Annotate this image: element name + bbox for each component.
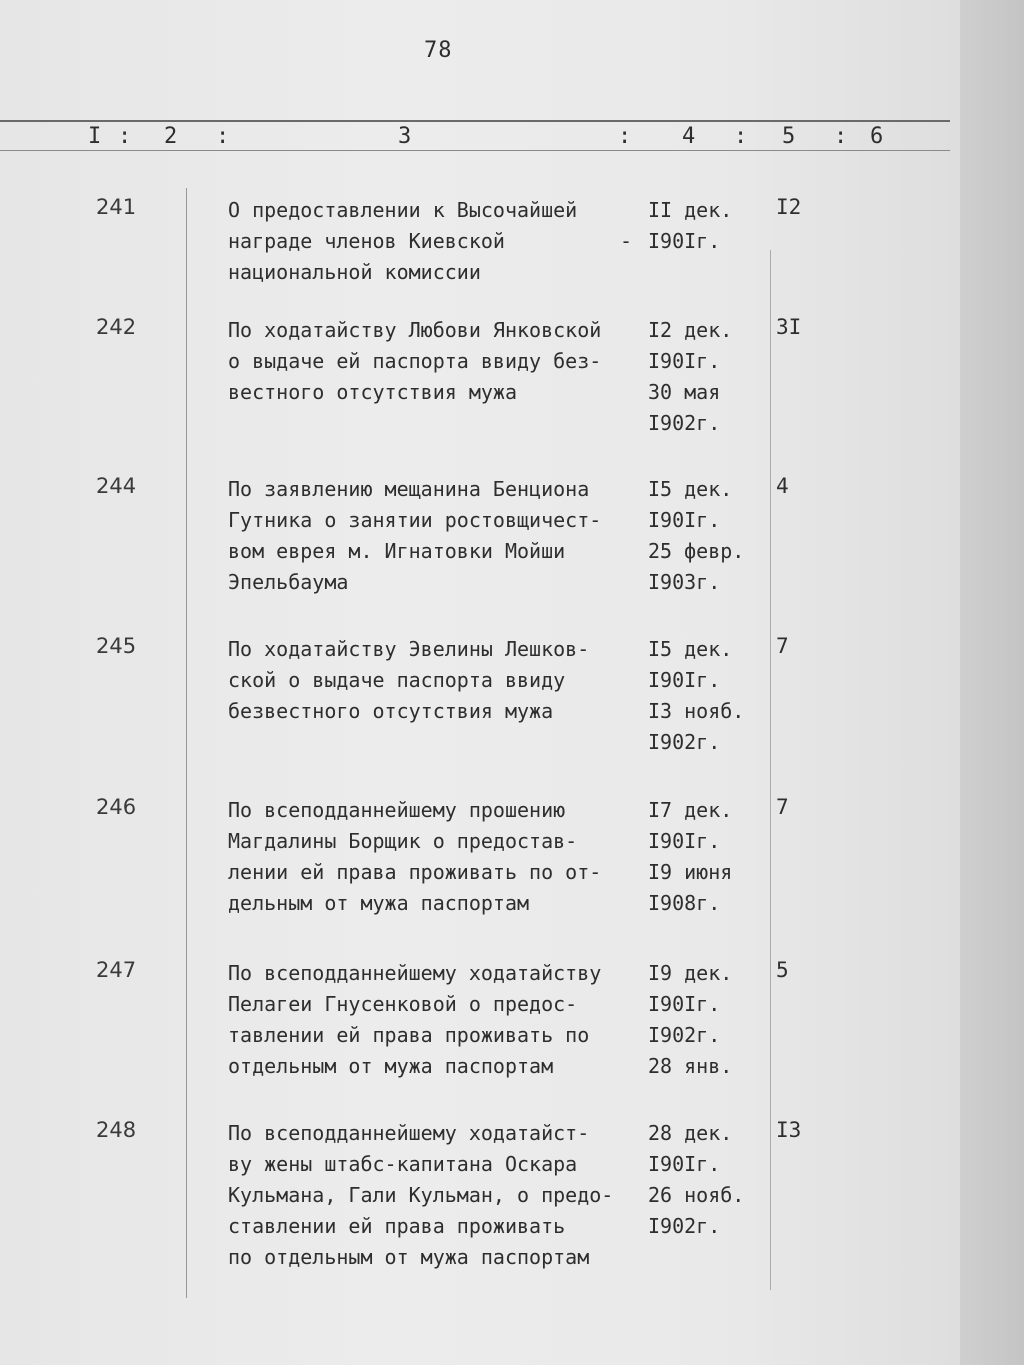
description-line: По всеподданнейшему ходатайст- [228, 1121, 590, 1145]
description-line: О предоставлении к Высочайшей [228, 198, 578, 222]
date-line: I90Iг. [648, 992, 721, 1016]
date-line: I90Iг. [648, 829, 721, 853]
column-divider [770, 250, 771, 1290]
entry-description [228, 795, 601, 919]
column-number-2: 2 [164, 124, 178, 149]
date-line: I902г. [648, 1214, 721, 1238]
entry-dates [648, 795, 732, 919]
column-separator: : [734, 124, 748, 149]
date-line: I902г. [648, 730, 721, 754]
description-line: Кульмана, Гали Кульман, о предо- [228, 1183, 614, 1207]
entry-number: 248 [96, 1118, 137, 1142]
description-line: по отдельным от мужа паспортам [228, 1245, 590, 1269]
dash-mark: - [620, 229, 633, 253]
sheet-count: I3 [776, 1118, 802, 1142]
column-divider [186, 188, 187, 1298]
column-number-6: 6 [870, 124, 884, 149]
date-line: I90Iг. [648, 1152, 721, 1176]
description-line: о выдаче ей паспорта ввиду без- [228, 349, 602, 373]
description-line: По заявлению мещанина Бенциона [228, 477, 590, 501]
entry-number: 242 [96, 315, 137, 339]
date-line: 28 янв. [648, 1054, 733, 1078]
date-line: I90Iг. [648, 349, 721, 373]
description-line: вестного отсутствия мужа [228, 380, 517, 404]
entry-description [228, 1118, 613, 1273]
description-line: По всеподданнейшему прошению [228, 798, 566, 822]
date-line: I7 дек. [648, 798, 733, 822]
entry-dates [648, 634, 744, 758]
page-edge-shadow [960, 0, 1024, 1365]
entry-number: 247 [96, 958, 137, 982]
column-separator: : [618, 124, 632, 149]
description-line: По ходатайству Эвелины Лешков- [228, 637, 590, 661]
header-top-rule [0, 120, 950, 122]
description-line: отдельным от мужа паспортам [228, 1054, 554, 1078]
date-line: I902г. [648, 1023, 721, 1047]
entry-number: 244 [96, 474, 137, 498]
column-separator: : [216, 124, 230, 149]
date-line: I5 дек. [648, 637, 733, 661]
header-bottom-rule [0, 150, 950, 151]
description-line: дельным от мужа паспортам [228, 891, 530, 915]
date-line: 26 нояб. [648, 1183, 745, 1207]
sheet-count: 3I [776, 315, 802, 339]
sheet-count: 5 [776, 958, 789, 982]
description-line: ской о выдаче паспорта ввиду [228, 668, 566, 692]
description-line: По всеподданнейшему ходатайству [228, 961, 602, 985]
entry-description [228, 958, 601, 1082]
entry-description [228, 195, 577, 288]
column-number-4: 4 [682, 124, 696, 149]
date-line: I90Iг. [648, 229, 721, 253]
date-line: I908г. [648, 891, 721, 915]
sheet-count: 7 [776, 795, 789, 819]
entry-number: 245 [96, 634, 137, 658]
description-line: ву жены штабс-капитана Оскара [228, 1152, 578, 1176]
date-line: I9 июня [648, 860, 733, 884]
description-line: национальной комиссии [228, 260, 481, 284]
entry-description [228, 634, 589, 727]
entry-dates [648, 195, 732, 257]
column-separator: : [834, 124, 848, 149]
date-line: I903г. [648, 570, 721, 594]
description-line: награде членов Киевской [228, 229, 505, 253]
date-line: 25 февр. [648, 539, 745, 563]
sheet-count: 4 [776, 474, 789, 498]
entry-dates [648, 1118, 744, 1242]
page-number: 78 [424, 38, 453, 63]
date-line: 30 мая [648, 380, 721, 404]
date-line: I90Iг. [648, 508, 721, 532]
date-line: II дек. [648, 198, 733, 222]
date-line: I90Iг. [648, 668, 721, 692]
description-line: Пелагеи Гнусенковой о предос- [228, 992, 578, 1016]
entry-description [228, 474, 601, 598]
description-line: лении ей права проживать по от- [228, 860, 602, 884]
date-line: I5 дек. [648, 477, 733, 501]
entry-number: 246 [96, 795, 137, 819]
description-line: ставлении ей права проживать [228, 1214, 566, 1238]
date-line: I3 нояб. [648, 699, 745, 723]
column-number-3: 3 [398, 124, 412, 149]
column-number-1: I [88, 124, 102, 149]
sheet-count: I2 [776, 195, 802, 219]
entry-dates [648, 474, 744, 598]
entry-description [228, 315, 601, 408]
description-line: Эпельбаума [228, 570, 349, 594]
sheet-count: 7 [776, 634, 789, 658]
date-line: 28 дек. [648, 1121, 733, 1145]
description-line: безвестного отсутствия мужа [228, 699, 554, 723]
date-line: I2 дек. [648, 318, 733, 342]
description-line: По ходатайству Любови Янковской [228, 318, 602, 342]
entry-number: 241 [96, 195, 137, 219]
description-line: вом еврея м. Игнатовки Мойши [228, 539, 566, 563]
entry-dates [648, 958, 732, 1082]
date-line: I902г. [648, 411, 721, 435]
entry-dates [648, 315, 732, 439]
column-number-5: 5 [782, 124, 796, 149]
description-line: Гутника о занятии ростовщичест- [228, 508, 602, 532]
description-line: тавлении ей права проживать по [228, 1023, 590, 1047]
date-line: I9 дек. [648, 961, 733, 985]
column-separator: : [118, 124, 132, 149]
description-line: Магдалины Борщик о предостав- [228, 829, 578, 853]
